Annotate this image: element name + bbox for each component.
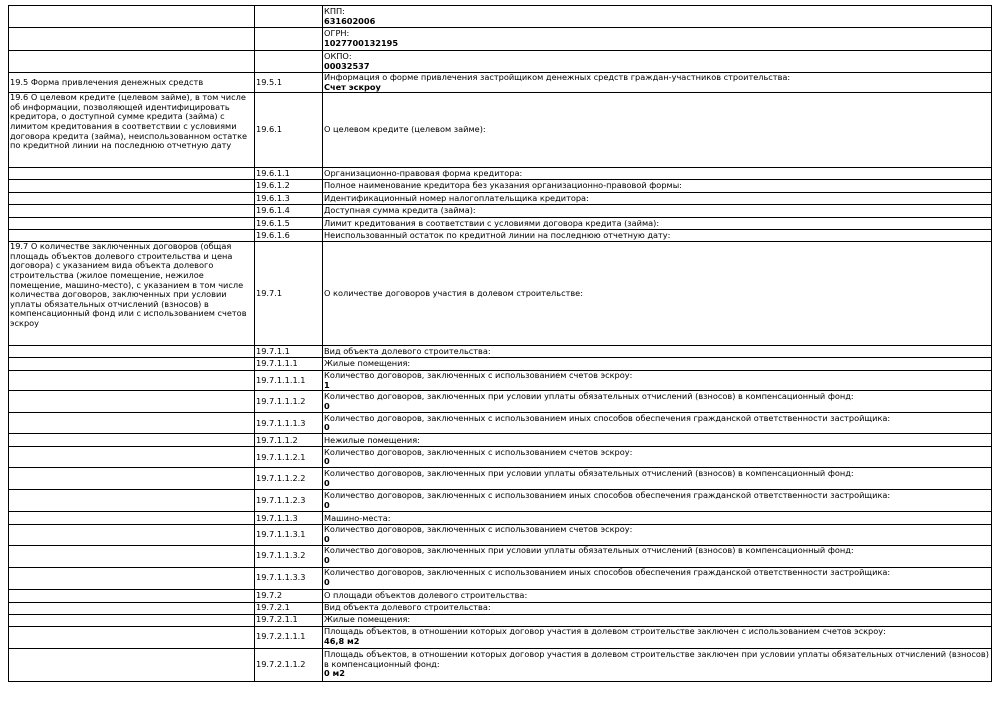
item-code: 19.7.1.1.2.3 <box>256 495 306 506</box>
code-cell <box>255 567 323 589</box>
description-cell <box>323 168 992 180</box>
item-code: 19.7.2.1 <box>256 602 290 613</box>
section-cell <box>9 205 255 218</box>
table-row <box>9 648 992 681</box>
field-label: О целевом кредите (целевом займе): <box>324 124 486 135</box>
field-label: Вид объекта долевого строительства: <box>324 345 491 356</box>
code-cell <box>255 490 323 512</box>
field-label: Количество договоров, заключенных с использованием иных способов обеспечения гражданской ответственности застройщика: <box>324 412 891 423</box>
code-cell <box>255 371 323 391</box>
field-label: Жилые помещения: <box>324 614 411 625</box>
item-code: 19.6.1.1 <box>256 167 290 178</box>
description-cell <box>323 545 992 567</box>
section-title: 19.6 О целевом кредите (целевом займе), в том числе об информации, позволяющей идентифицировать кредитора, о доступной сумме кредита (займа) с лимитом кредитования в соответствии с условиями договора кредита (займа), неиспользованном остатке по кредитной линии на последнюю отчетную дату <box>10 92 248 151</box>
section-cell <box>9 180 255 193</box>
code-cell <box>255 28 323 51</box>
description-cell <box>323 205 992 218</box>
description-cell <box>323 180 992 193</box>
code-cell <box>255 6 323 28</box>
field-label: О количестве договоров участия в долевом строительстве: <box>324 287 583 298</box>
section-cell <box>9 93 255 168</box>
field-value: 1027700132195 <box>324 38 399 48</box>
section-cell <box>9 589 255 602</box>
description-cell <box>323 93 992 168</box>
field-label: Количество договоров, заключенных при условии уплаты обязательных отчислений (взносов) в компенсационный фонд: <box>324 391 854 402</box>
table-row <box>9 218 992 230</box>
section-cell <box>9 545 255 567</box>
disclosure-table <box>8 5 992 682</box>
description-cell <box>323 230 992 242</box>
section-title: 19.5 Форма привлечения денежных средств <box>10 76 204 87</box>
description-cell <box>323 490 992 512</box>
description-cell <box>323 28 992 51</box>
section-cell <box>9 371 255 391</box>
description-cell <box>323 218 992 230</box>
item-code: 19.7.1.1.2 <box>256 434 298 445</box>
code-cell <box>255 230 323 242</box>
section-cell <box>9 567 255 589</box>
table-row <box>9 490 992 512</box>
field-label: Лимит кредитования в соответствии с условиями договора кредита (займа): <box>324 217 660 228</box>
item-code: 19.7.2 <box>256 589 283 600</box>
table-row <box>9 434 992 447</box>
item-code: 19.6.1.3 <box>256 192 290 203</box>
code-cell <box>255 525 323 545</box>
item-code: 19.7.1.1.1.2 <box>256 396 306 407</box>
item-code: 19.7.1.1.1.3 <box>256 417 306 428</box>
table-row <box>9 6 992 28</box>
field-label: Машино-места: <box>324 512 391 523</box>
table-row <box>9 168 992 180</box>
table-row <box>9 614 992 626</box>
table-row <box>9 193 992 205</box>
item-code: 19.6.1 <box>256 124 283 135</box>
item-code: 19.7.2.1.1.1 <box>256 631 306 642</box>
table-row <box>9 525 992 545</box>
field-label: Информация о форме привлечения застройщиком денежных средств граждан-участников строительства: <box>324 72 791 82</box>
code-cell <box>255 205 323 218</box>
field-value: 00032537 <box>324 60 370 71</box>
field-value: 0 <box>324 499 330 510</box>
section-cell <box>9 168 255 180</box>
field-label: Доступная сумма кредита (займа): <box>324 205 476 216</box>
section-cell <box>9 447 255 468</box>
item-code: 19.7.1.1.3 <box>256 512 298 523</box>
item-code: 19.7.1.1.3.3 <box>256 572 306 583</box>
section-cell <box>9 51 255 73</box>
field-label: Нежилые помещения: <box>324 434 420 445</box>
field-label: Жилые помещения: <box>324 358 411 369</box>
description-cell <box>323 6 992 28</box>
field-value: 0 <box>324 577 330 588</box>
code-cell <box>255 242 323 346</box>
field-label: Организационно-правовая форма кредитора: <box>324 167 523 178</box>
table-row <box>9 512 992 525</box>
field-label: Количество договоров, заключенных с использованием счетов эскроу: <box>324 524 633 535</box>
table-row <box>9 180 992 193</box>
table-row <box>9 51 992 73</box>
table-row <box>9 73 992 93</box>
description-cell <box>323 567 992 589</box>
section-cell <box>9 468 255 490</box>
item-code: 19.7.1.1.2.2 <box>256 473 306 484</box>
description-cell <box>323 371 992 391</box>
item-code: 19.7.1.1.3.2 <box>256 550 306 561</box>
table-row <box>9 626 992 648</box>
field-label: КПП: <box>324 5 345 16</box>
item-code: 19.7.1.1.1.1 <box>256 374 306 385</box>
field-label: Неиспользованный остаток по кредитной линии на последнюю отчетную дату: <box>324 229 671 240</box>
disclosure-table-body <box>9 6 992 682</box>
field-label: ОГРН: <box>324 28 350 39</box>
item-code: 19.7.1.1.3.1 <box>256 529 306 540</box>
field-value: 0 <box>324 555 330 566</box>
item-code: 19.6.1.5 <box>256 217 290 228</box>
description-cell <box>323 512 992 525</box>
item-code: 19.5.1 <box>256 76 283 87</box>
table-row <box>9 545 992 567</box>
section-cell <box>9 242 255 346</box>
code-cell <box>255 168 323 180</box>
description-cell <box>323 614 992 626</box>
section-cell <box>9 391 255 413</box>
code-cell <box>255 602 323 614</box>
section-cell <box>9 648 255 681</box>
table-row <box>9 371 992 391</box>
section-cell <box>9 626 255 648</box>
field-label: Количество договоров, заключенных с использованием счетов эскроу: <box>324 446 633 457</box>
code-cell <box>255 193 323 205</box>
field-label: Площадь объектов, в отношении которых договор участия в долевом строительстве заключен при условии уплаты обязательных отчислений (взносов) в компенсационный фонд: <box>324 649 989 669</box>
code-cell <box>255 358 323 371</box>
field-value: 0 <box>324 477 330 488</box>
table-row <box>9 358 992 371</box>
code-cell <box>255 447 323 468</box>
code-cell <box>255 346 323 358</box>
description-cell <box>323 447 992 468</box>
table-row <box>9 602 992 614</box>
section-cell <box>9 28 255 51</box>
code-cell <box>255 218 323 230</box>
section-cell <box>9 230 255 242</box>
item-code: 19.6.1.6 <box>256 229 290 240</box>
field-label: О площади объектов долевого строительства: <box>324 589 528 600</box>
section-cell <box>9 490 255 512</box>
field-value: 46,8 м2 <box>324 636 360 647</box>
field-label: Площадь объектов, в отношении которых договор участия в долевом строительстве заключен с использованием счетов эскроу: <box>324 626 886 637</box>
item-code: 19.7.1.1 <box>256 345 290 356</box>
description-cell <box>323 346 992 358</box>
field-value: 0 <box>324 400 330 411</box>
table-row <box>9 242 992 346</box>
section-cell <box>9 346 255 358</box>
table-row <box>9 447 992 468</box>
table-row <box>9 391 992 413</box>
item-code: 19.6.1.2 <box>256 180 290 191</box>
field-value: 631602006 <box>324 15 376 26</box>
description-cell <box>323 391 992 413</box>
section-cell <box>9 434 255 447</box>
item-code: 19.7.1.1.2.1 <box>256 451 306 462</box>
description-cell <box>323 51 992 73</box>
code-cell <box>255 648 323 681</box>
code-cell <box>255 512 323 525</box>
code-cell <box>255 413 323 434</box>
field-value: 0 <box>324 533 330 544</box>
section-title: 19.7 О количестве заключенных договоров (общая площадь объектов долевого строительства и цена договора) с указанием вида объекта долевого строительства (жилое помещение, нежилое помещение, машино-место), с указанием в том числе количества договоров, заключенных при условии уплаты обязательных отчислений (взносов) в компенсационный фонд или с использованием счетов эскроу <box>10 241 247 328</box>
section-cell <box>9 6 255 28</box>
code-cell <box>255 614 323 626</box>
section-cell <box>9 193 255 205</box>
table-row <box>9 205 992 218</box>
code-cell <box>255 589 323 602</box>
description-cell <box>323 602 992 614</box>
field-label: Количество договоров, заключенных с использованием счетов эскроу: <box>324 370 633 381</box>
table-row <box>9 589 992 602</box>
description-cell <box>323 193 992 205</box>
code-cell <box>255 391 323 413</box>
table-row <box>9 93 992 168</box>
code-cell <box>255 73 323 93</box>
item-code: 19.7.1.1.1 <box>256 358 298 369</box>
section-cell <box>9 614 255 626</box>
field-label: Количество договоров, заключенных при условии уплаты обязательных отчислений (взносов) в компенсационный фонд: <box>324 545 854 556</box>
description-cell <box>323 434 992 447</box>
section-cell <box>9 602 255 614</box>
section-cell <box>9 218 255 230</box>
description-cell <box>323 626 992 648</box>
table-row <box>9 230 992 242</box>
code-cell <box>255 626 323 648</box>
field-label: ОКПО: <box>324 50 352 61</box>
code-cell <box>255 545 323 567</box>
item-code: 19.7.1 <box>256 287 283 298</box>
section-cell <box>9 413 255 434</box>
section-cell <box>9 512 255 525</box>
code-cell <box>255 434 323 447</box>
field-label: Полное наименование кредитора без указания организационно-правовой формы: <box>324 180 682 191</box>
field-value: 1 <box>324 379 330 390</box>
item-code: 19.7.2.1.1 <box>256 614 298 625</box>
item-code: 19.6.1.4 <box>256 205 290 216</box>
field-value: 0 <box>324 456 330 467</box>
field-value: Счет эскроу <box>324 81 381 92</box>
description-cell <box>323 468 992 490</box>
table-row <box>9 413 992 434</box>
table-row <box>9 567 992 589</box>
table-row <box>9 346 992 358</box>
field-label: Количество договоров, заключенных с использованием иных способов обеспечения гражданской ответственности застройщика: <box>324 490 891 501</box>
description-cell <box>323 358 992 371</box>
section-cell <box>9 358 255 371</box>
field-label: Количество договоров, заключенных с использованием иных способов обеспечения гражданской ответственности застройщика: <box>324 567 891 578</box>
field-label: Идентификационный номер налогоплательщика кредитора: <box>324 192 589 203</box>
code-cell <box>255 468 323 490</box>
code-cell <box>255 180 323 193</box>
code-cell <box>255 93 323 168</box>
item-code: 19.7.2.1.1.2 <box>256 658 306 669</box>
table-row <box>9 28 992 51</box>
description-cell <box>323 242 992 346</box>
table-row <box>9 468 992 490</box>
description-cell <box>323 525 992 545</box>
field-value: 0 м2 <box>324 668 345 679</box>
field-label: Вид объекта долевого строительства: <box>324 602 491 613</box>
description-cell <box>323 413 992 434</box>
code-cell <box>255 51 323 73</box>
section-cell <box>9 525 255 545</box>
description-cell <box>323 589 992 602</box>
description-cell <box>323 73 992 93</box>
field-value: 0 <box>324 422 330 433</box>
section-cell <box>9 73 255 93</box>
description-cell <box>323 648 992 681</box>
field-label: Количество договоров, заключенных при условии уплаты обязательных отчислений (взносов) в компенсационный фонд: <box>324 468 854 479</box>
